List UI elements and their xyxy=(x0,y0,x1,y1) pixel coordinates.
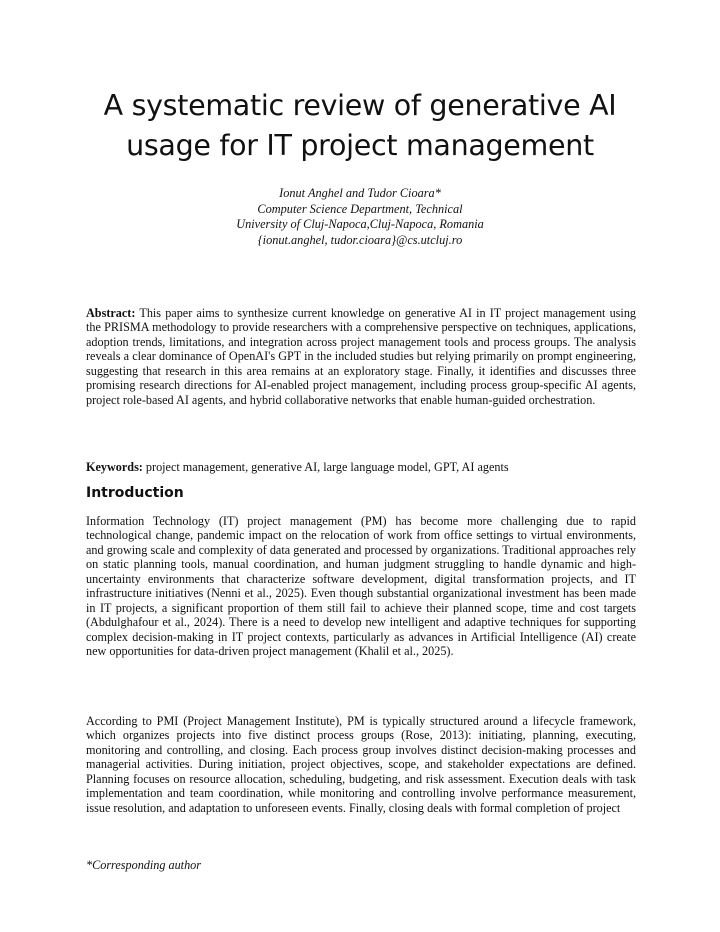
introduction-paragraph-1: Information Technology (IT) project management (PM) has become more challenging due to rapid technological change, pandemic impact on the relocation of work from office settings to virtual environments, and growing scale and complexity of data generated and processed by organizations. Traditional approaches rely on static planning tools, manual coordination, and human judgment struggling to handle dynamic and high-uncertainty environments that characterize software development, digital transformation projects, and IT infrastructure initiatives (Nenni et al., 2025). Even though substantial organizational investment has been made in IT projects, a significant proportion of them still fail to achieve their planned scope, time and cost targets (Abdulghafour et al., 2024). There is a need to develop new intelligent and adaptive techniques for supporting complex decision-making in IT project contexts, particularly as advances in Artificial Intelligence (AI) create new opportunities for data-driven project management (Khalil et al., 2025). xyxy=(86,514,636,659)
paper-title: A systematic review of generative AI usage for IT project management xyxy=(103,89,617,162)
corresponding-author-footnote: *Corresponding author xyxy=(86,858,202,872)
introduction-heading: Introduction xyxy=(86,485,184,501)
author-block xyxy=(160,186,560,248)
keywords-paragraph xyxy=(86,460,636,474)
keywords-text: project management, generative AI, large language model, GPT, AI agents xyxy=(145,460,509,474)
keywords-label: Keywords: xyxy=(86,460,143,474)
author-affiliation-line-1: Computer Science Department, Technical xyxy=(257,201,463,216)
introduction-paragraph-2: According to PMI (Project Management Institute), PM is typically structured around a lifecycle framework, which organizes projects into five distinct process groups (Rose, 2013): initiating, planning, executing, monitoring and controlling, and closing. Each process group involves distinct decision-making processes and managerial activities. During initiation, project objectives, scope, and stakeholder expectations are defined. Planning focuses on resource allocation, scheduling, budgeting, and risk assessment. Execution deals with task implementation and team coordination, while monitoring and controlling involve performance measurement, issue resolution, and adaptation to unforeseen events. Finally, closing deals with formal completion of project xyxy=(86,714,636,815)
author-emails: {ionut.anghel, tudor.cioara}@cs.utcluj.ro xyxy=(257,232,463,247)
abstract-label: Abstract: xyxy=(86,306,136,320)
abstract-paragraph xyxy=(86,306,636,407)
author-names: Ionut Anghel and Tudor Cioara* xyxy=(279,186,441,200)
abstract-text: This paper aims to synthesize current knowledge on generative AI in IT project management using the PRISMA methodology to provide researchers with a comprehensive perspective on techniques, applications, adoption trends, limitations, and integration across project management tools and process groups. The analysis reveals a clear dominance of OpenAI's GPT in the included studies but relying primarily on prompt engineering, suggesting that research in this area remains at an exploratory stage. Finally, it identifies and discusses three promising research directions for AI-enabled project management, including process group-specific AI agents, project role-based AI agents, and hybrid collaborative networks that enable human-guided orchestration. xyxy=(86,306,637,407)
author-affiliation-line-2: University of Cluj-Napoca,Cluj-Napoca, Romania xyxy=(236,217,484,232)
